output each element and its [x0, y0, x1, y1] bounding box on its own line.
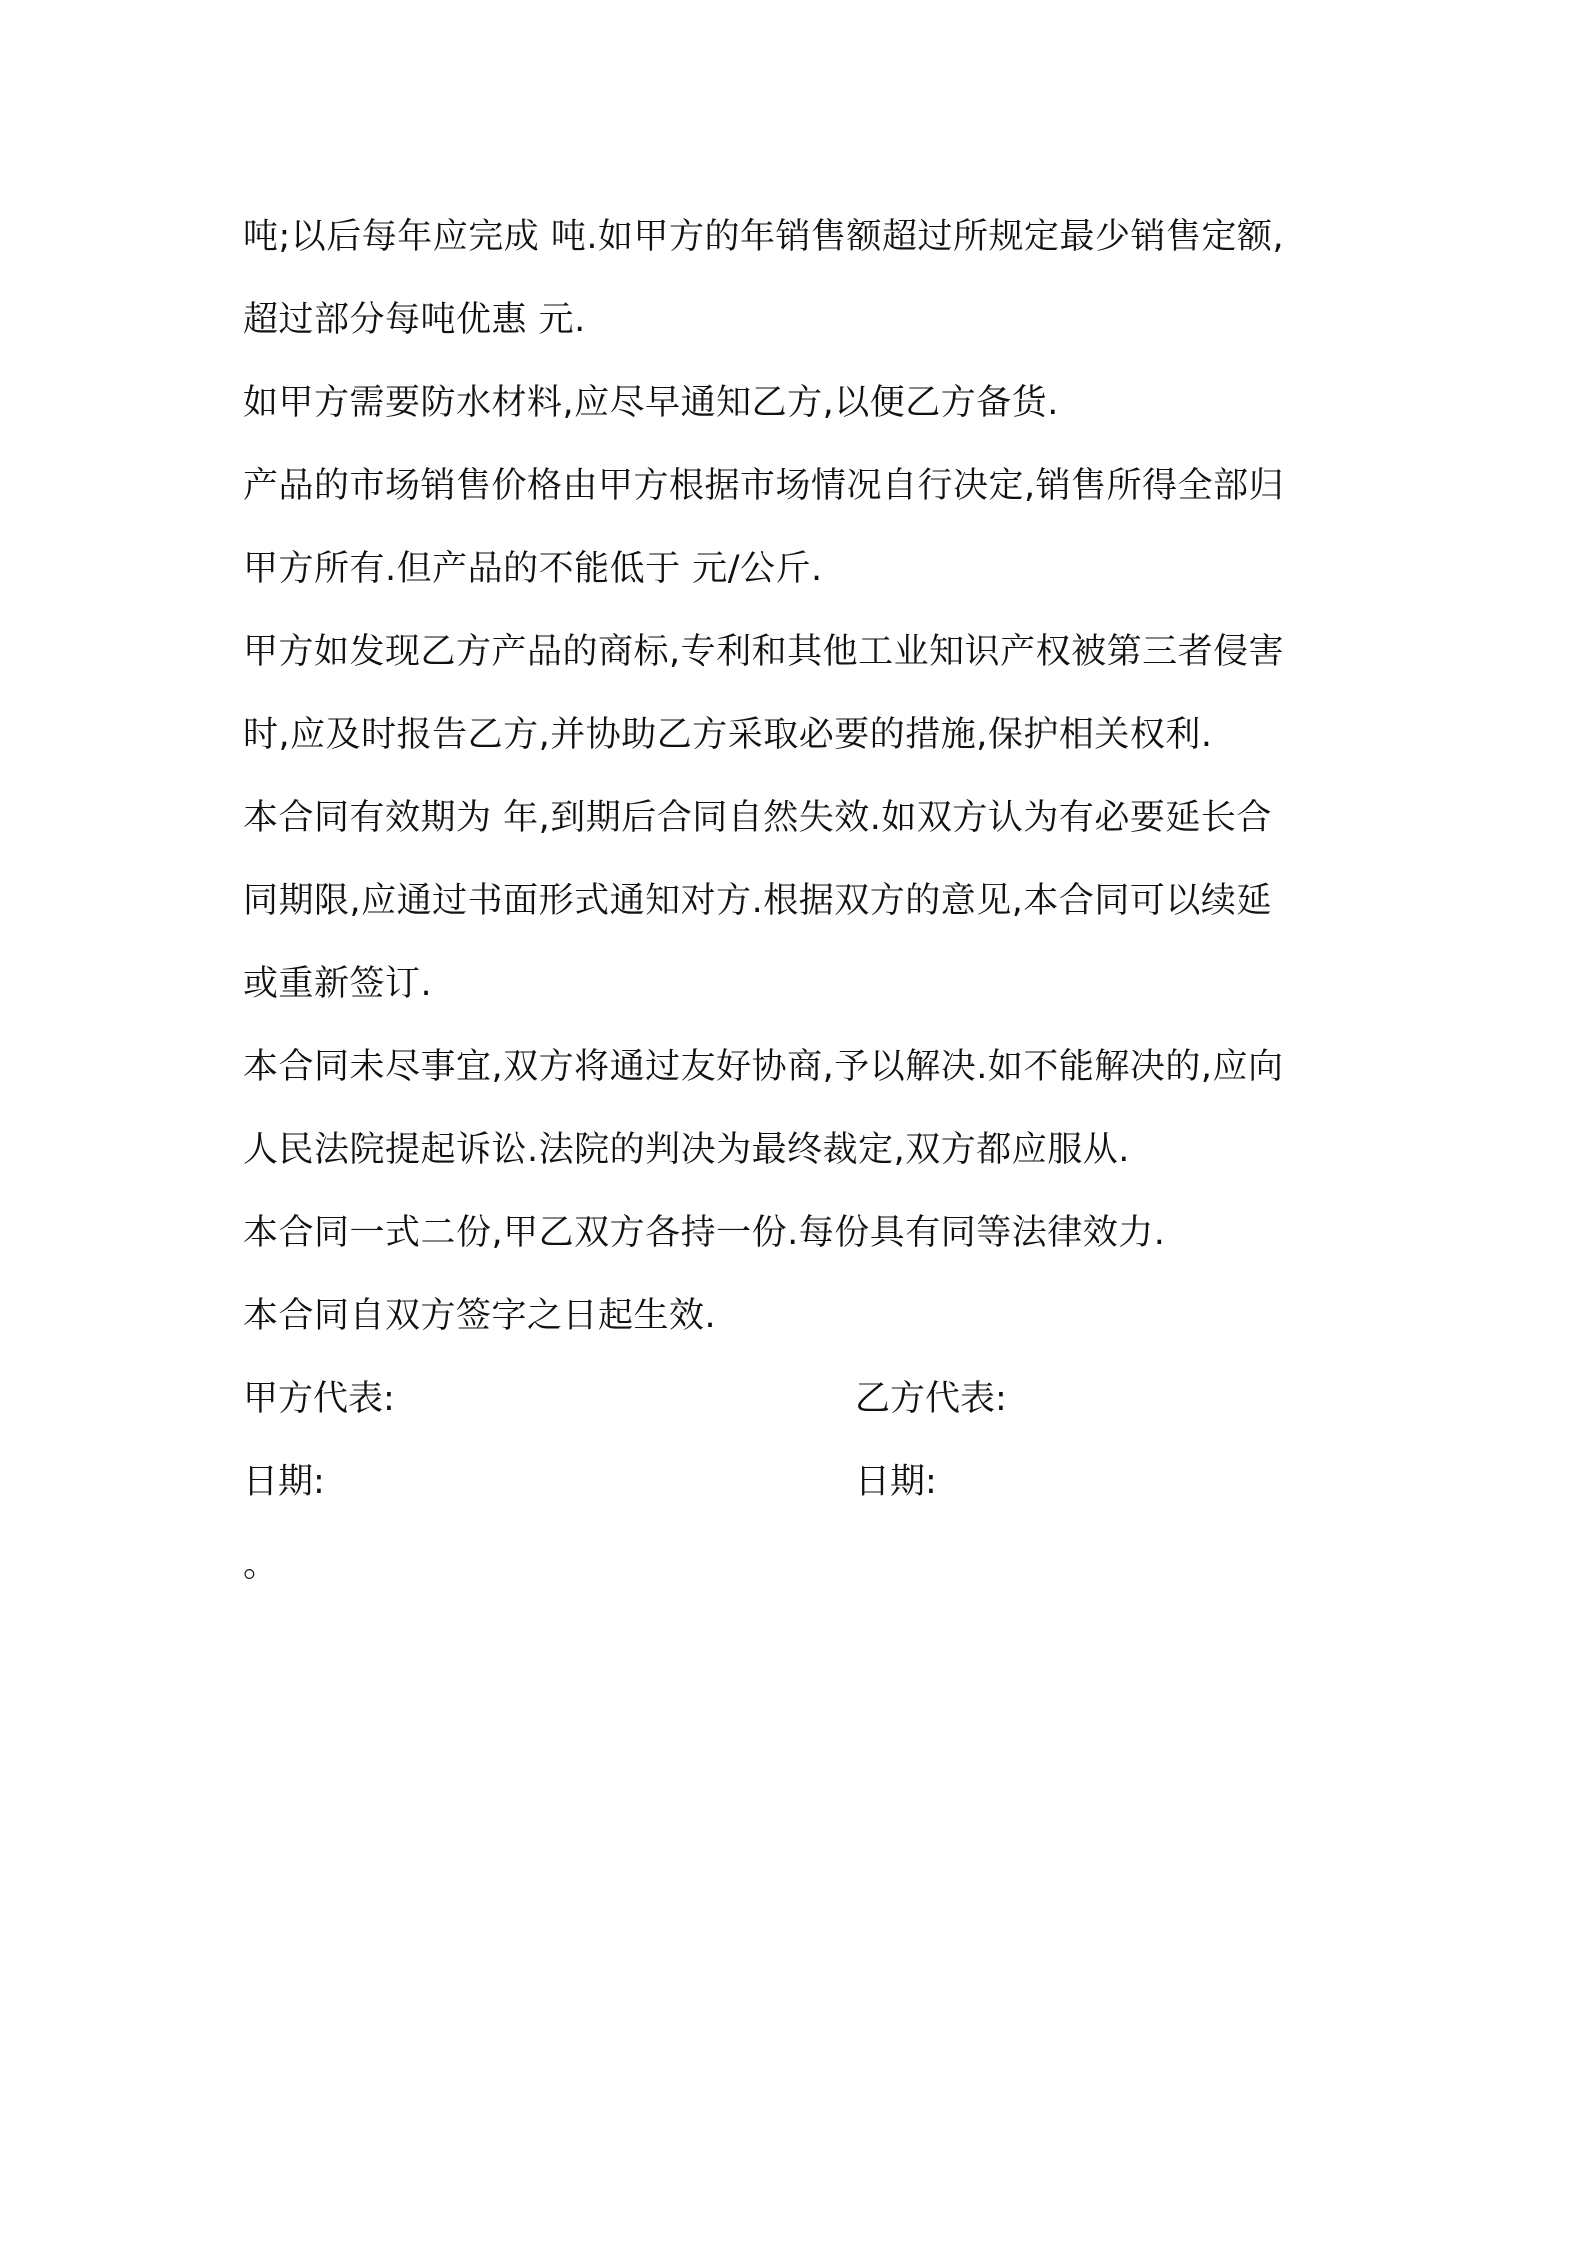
text-line: 产品的市场销售价格由甲方根据市场情况自行决定,销售所得全部归	[243, 466, 1285, 506]
text-line: 本合同未尽事宜,双方将通过友好协商,予以解决.如不能解决的,应向	[243, 1047, 1284, 1087]
party-b-representative-label: 乙方代表:	[855, 1379, 1007, 1419]
text-line: 如甲方需要防水材料,应尽早通知乙方,以便乙方备货.	[243, 383, 1059, 423]
text-line: 或重新签订.	[243, 964, 433, 1004]
text-line: 人民法院提起诉讼.法院的判决为最终裁定,双方都应服从.	[243, 1130, 1130, 1170]
party-b-date-label: 日期:	[855, 1462, 937, 1502]
text-line: 本合同自双方签字之日起生效.	[243, 1296, 717, 1336]
text-line: 甲方如发现乙方产品的商标,专利和其他工业知识产权被第三者侵害	[243, 632, 1285, 672]
text-line: 本合同一式二份,甲乙双方各持一份.每份具有同等法律效力.	[243, 1213, 1166, 1253]
text-line: 甲方所有.但产品的不能低于 元/公斤.	[243, 549, 823, 589]
date-row	[243, 1441, 1353, 1524]
text-line: 吨;以后每年应完成 吨.如甲方的年销售额超过所规定最少销售定额,	[243, 217, 1285, 257]
text-line: 同期限,应通过书面形式通知对方.根据双方的意见,本合同可以续延	[243, 881, 1272, 921]
signature-row	[243, 1358, 1353, 1441]
contract-body	[243, 196, 1353, 1607]
party-a-representative-label: 甲方代表:	[243, 1379, 395, 1419]
text-line: 本合同有效期为 年,到期后合同自然失效.如双方认为有必要延长合	[243, 798, 1272, 838]
text-line: 超过部分每吨优惠 元.	[243, 300, 586, 340]
text-line: 时,应及时报告乙方,并协助乙方采取必要的措施,保护相关权利.	[243, 715, 1213, 755]
party-a-date-label: 日期:	[243, 1462, 325, 1502]
end-mark: 。	[243, 1545, 279, 1585]
